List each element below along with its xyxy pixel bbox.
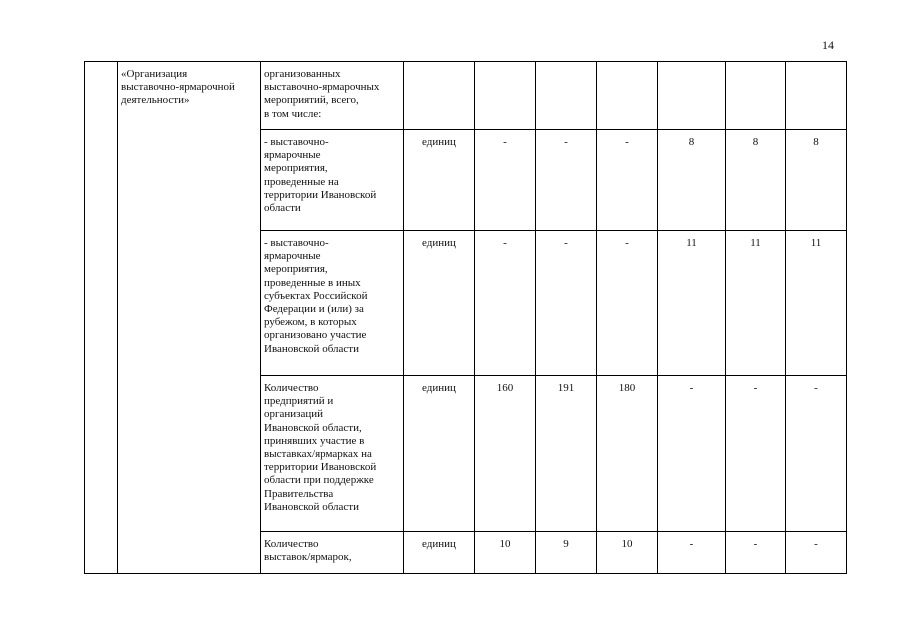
unit-cell: единиц [404, 376, 475, 532]
program-name-cell [118, 62, 261, 574]
unit-cell [404, 62, 475, 130]
value-cell: 10 [597, 532, 658, 574]
value-cell: - [536, 130, 597, 231]
value-cell [658, 62, 726, 130]
value-cell: - [658, 376, 726, 532]
value-cell: 180 [597, 376, 658, 532]
page-number: 14 [822, 38, 834, 52]
indicator-cell [261, 130, 404, 231]
value-cell: 9 [536, 532, 597, 574]
value-cell: 11 [658, 231, 726, 376]
indicator-text: - выставочно- ярмарочные мероприятия, проведенные на территории Ивановской области [264, 136, 377, 215]
indicator-text: Количество предприятий и организаций Ивановской области, принявших участие в выставках/ярмарках на территории Ивановской области при поддержке Правительства Ивановской области [264, 382, 377, 513]
value-cell: - [475, 130, 536, 231]
value-cell: 191 [536, 376, 597, 532]
value-cell: 160 [475, 376, 536, 532]
indicators-table [84, 61, 847, 574]
indicator-cell [261, 376, 404, 532]
row-number-cell [85, 62, 118, 574]
program-name: «Организация выставочно-ярмарочной деятельности» [121, 68, 235, 107]
value-cell [475, 62, 536, 130]
value-cell: - [597, 130, 658, 231]
value-cell: - [726, 376, 786, 532]
unit-cell: единиц [404, 130, 475, 231]
value-cell: 8 [658, 130, 726, 231]
value-cell: 11 [786, 231, 847, 376]
value-cell: - [786, 376, 847, 532]
indicator-text: организованных выставочно-ярмарочных мероприятий, всего, в том числе: [264, 68, 380, 120]
value-cell: - [475, 231, 536, 376]
indicator-cell [261, 532, 404, 574]
value-cell: - [658, 532, 726, 574]
value-cell: - [786, 532, 847, 574]
indicator-text: - выставочно- ярмарочные мероприятия, проведенные в иных субъектах Российской Федерации и (или) за рубежом, в которых организовано участие Ивановской области [264, 237, 368, 355]
value-cell [536, 62, 597, 130]
value-cell: 11 [726, 231, 786, 376]
unit-cell: единиц [404, 532, 475, 574]
value-cell: 8 [786, 130, 847, 231]
table-row [85, 62, 847, 130]
value-cell: - [726, 532, 786, 574]
value-cell: - [597, 231, 658, 376]
indicator-text: Количество выставок/ярмарок, [264, 538, 352, 564]
value-cell: 10 [475, 532, 536, 574]
value-cell [786, 62, 847, 130]
indicator-cell [261, 231, 404, 376]
unit-cell: единиц [404, 231, 475, 376]
value-cell: 8 [726, 130, 786, 231]
indicator-cell [261, 62, 404, 130]
value-cell [597, 62, 658, 130]
value-cell: - [536, 231, 597, 376]
value-cell [726, 62, 786, 130]
